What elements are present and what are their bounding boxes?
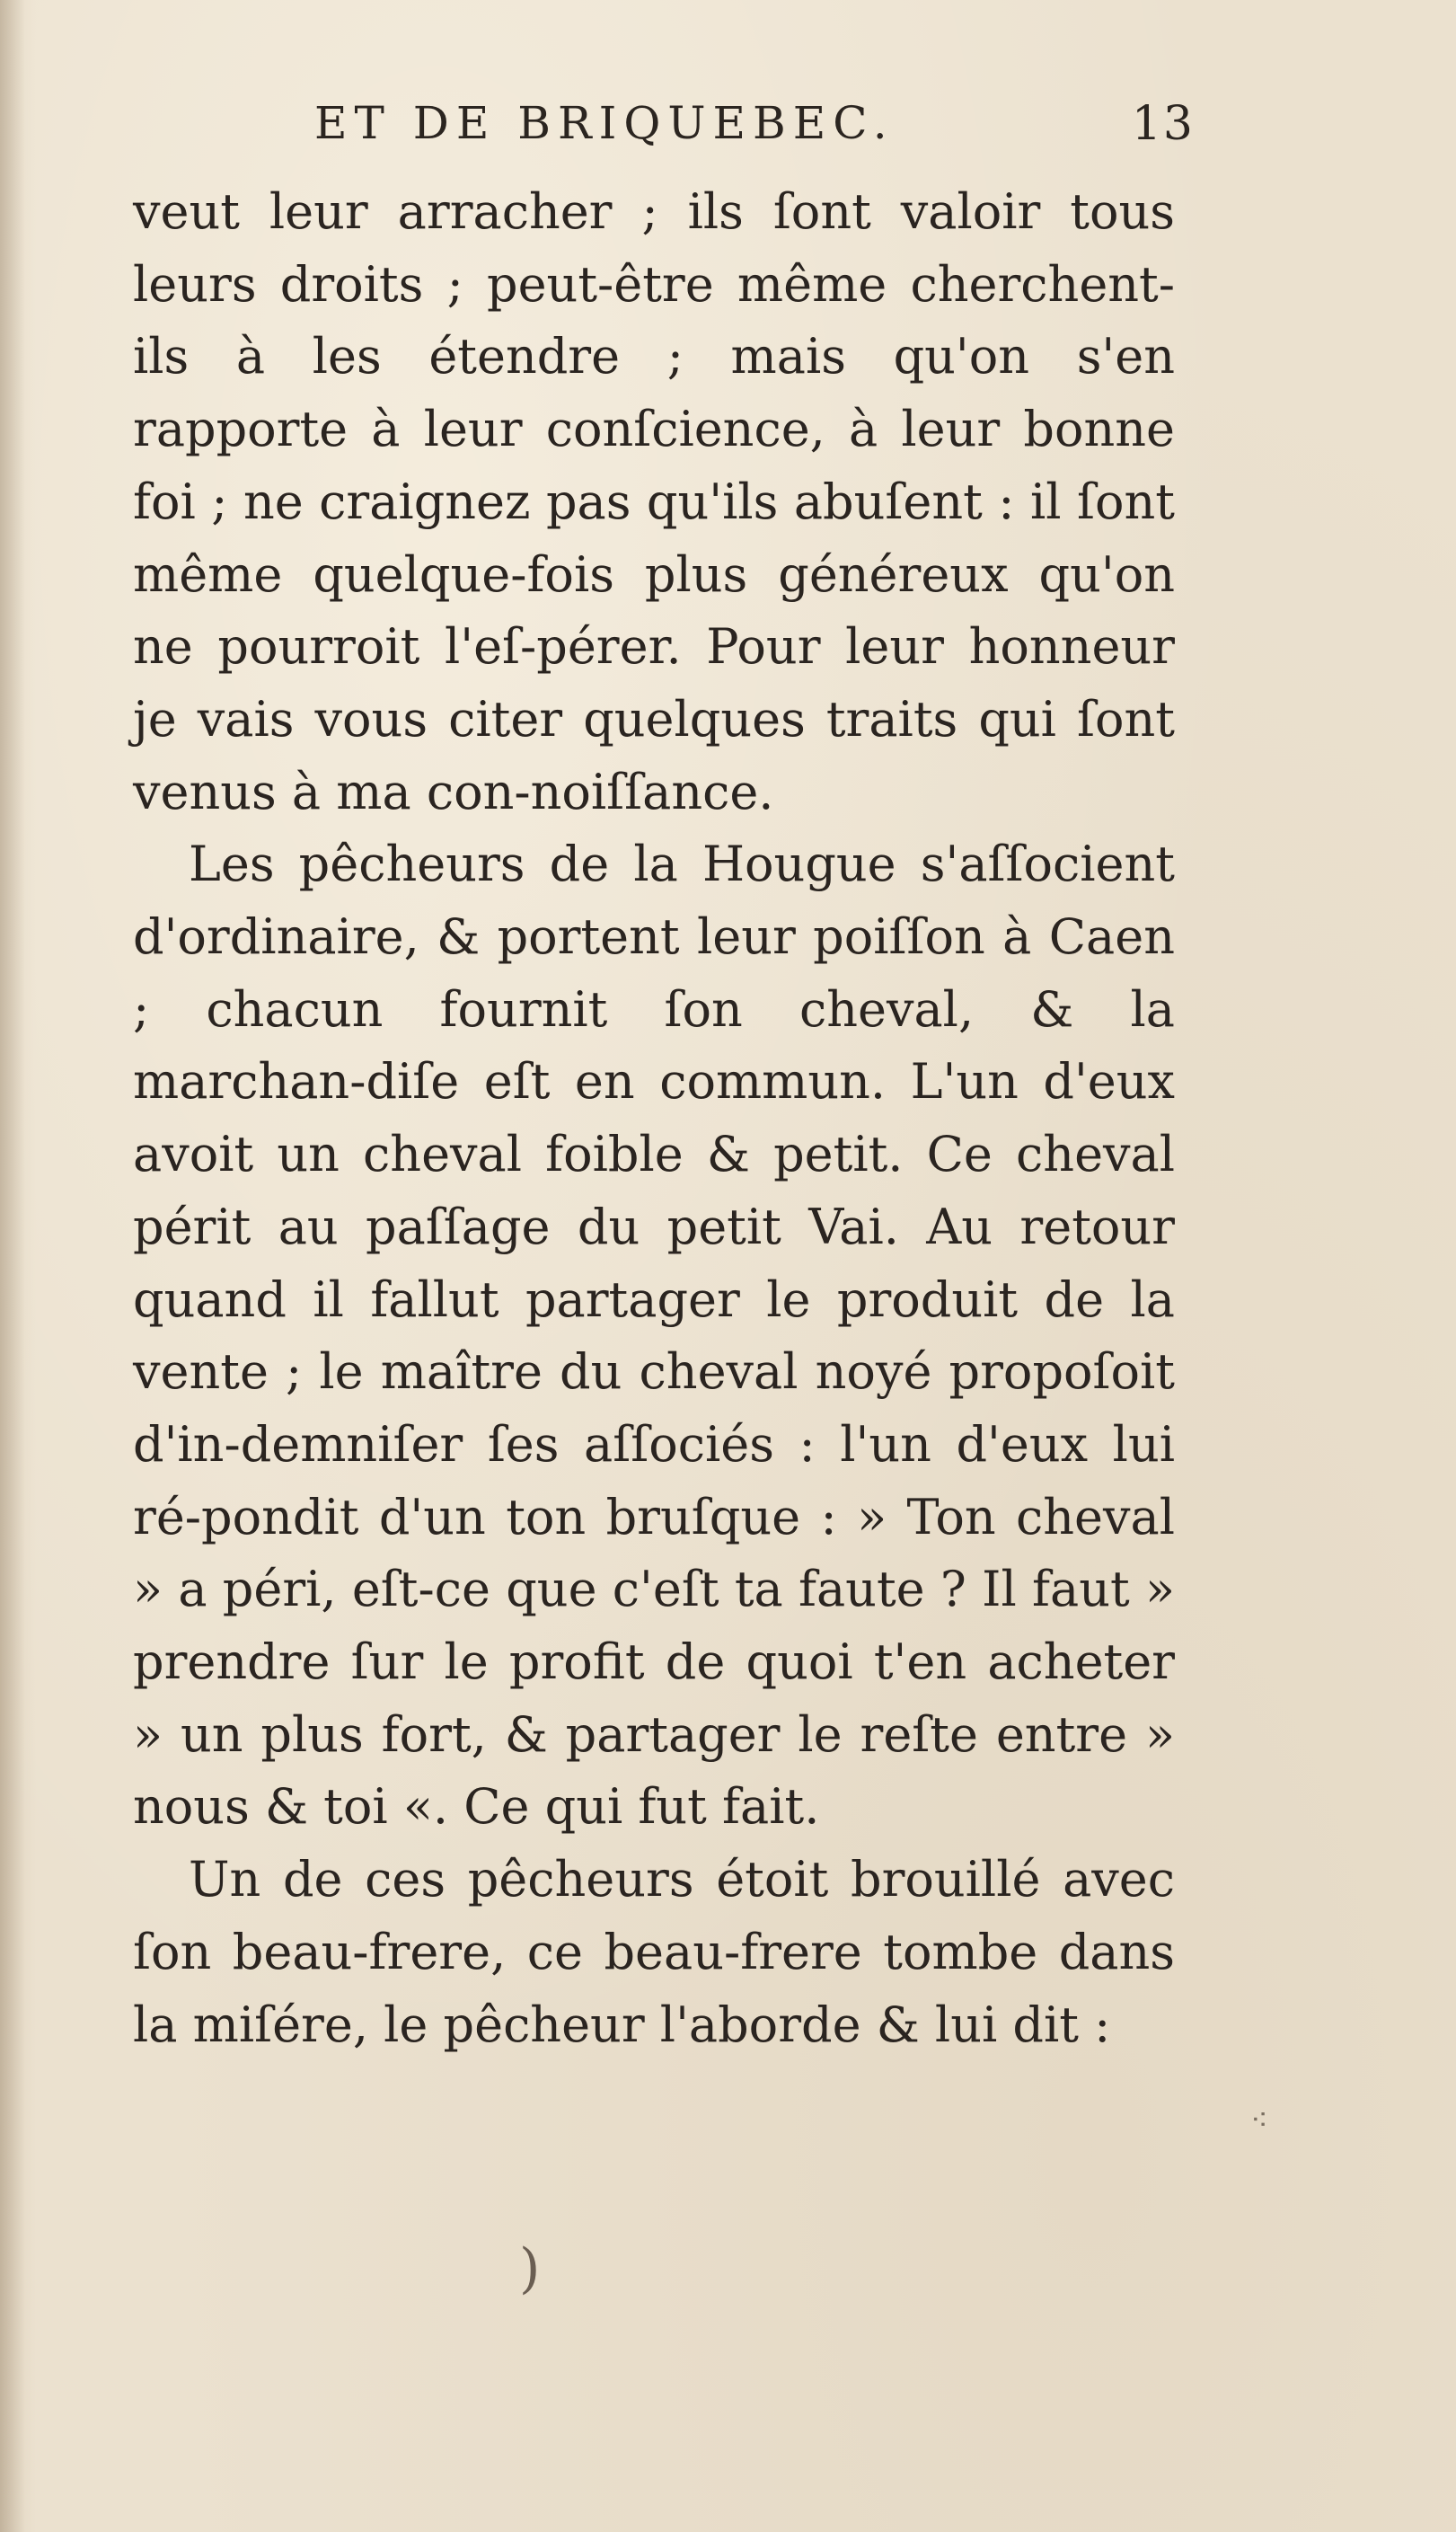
stray-pencil-mark: ) xyxy=(519,2237,541,2300)
stray-ink-mark: ⁖ xyxy=(1250,2103,1268,2138)
running-head xyxy=(269,97,1195,169)
page-gutter-shadow xyxy=(0,0,25,2532)
running-head-title: ET DE BRIQUEBEC. xyxy=(314,97,895,149)
paragraph-continued: veut leur arracher ; ils ſont valoir tous leurs droits ; peut-être même cherchent-ils à les étendre ; mais qu'on s'en rapporte à leur conſcience, à leur bonne foi ; ne craignez pas qu'ils abuſent : il ſont même quelque-fois plus généreux qu'on ne pourroit l'eſ-pérer. Pour leur honneur je vais vous citer quelques traits qui ſont venus à ma con-noiſſance. xyxy=(133,183,1175,820)
paragraph-beau-frere: Un de ces pêcheurs étoit brouillé avec ſon beau-frere, ce beau-frere tombe dans la miſére, le pêcheur l'aborde & lui dit : xyxy=(133,1851,1175,2053)
body-text xyxy=(133,176,1175,2061)
page-number: 13 xyxy=(1131,97,1195,151)
paragraph-pecheurs-hougue: Les pêcheurs de la Hougue s'aſſocient d'ordinaire, & portent leur poiſſon à Caen ; chacun fournit ſon cheval, & la marchan-diſe eſt en commun. L'un d'eux avoit un cheval foible & petit. Ce cheval périt au paſſage du petit Vai. Au retour quand il fallut partager le produit de la vente ; le maître du cheval noyé propoſoit d'in-demniſer ſes aſſociés : l'un d'eux lui ré-pondit d'un ton bruſque : » Ton cheval » a péri, eſt-ce que c'eſt ta faute ? Il faut » prendre ſur le profit de quoi t'en acheter » un plus fort, & partager le reſte entre » nous & toi «. Ce qui fut fait. xyxy=(133,836,1175,1836)
